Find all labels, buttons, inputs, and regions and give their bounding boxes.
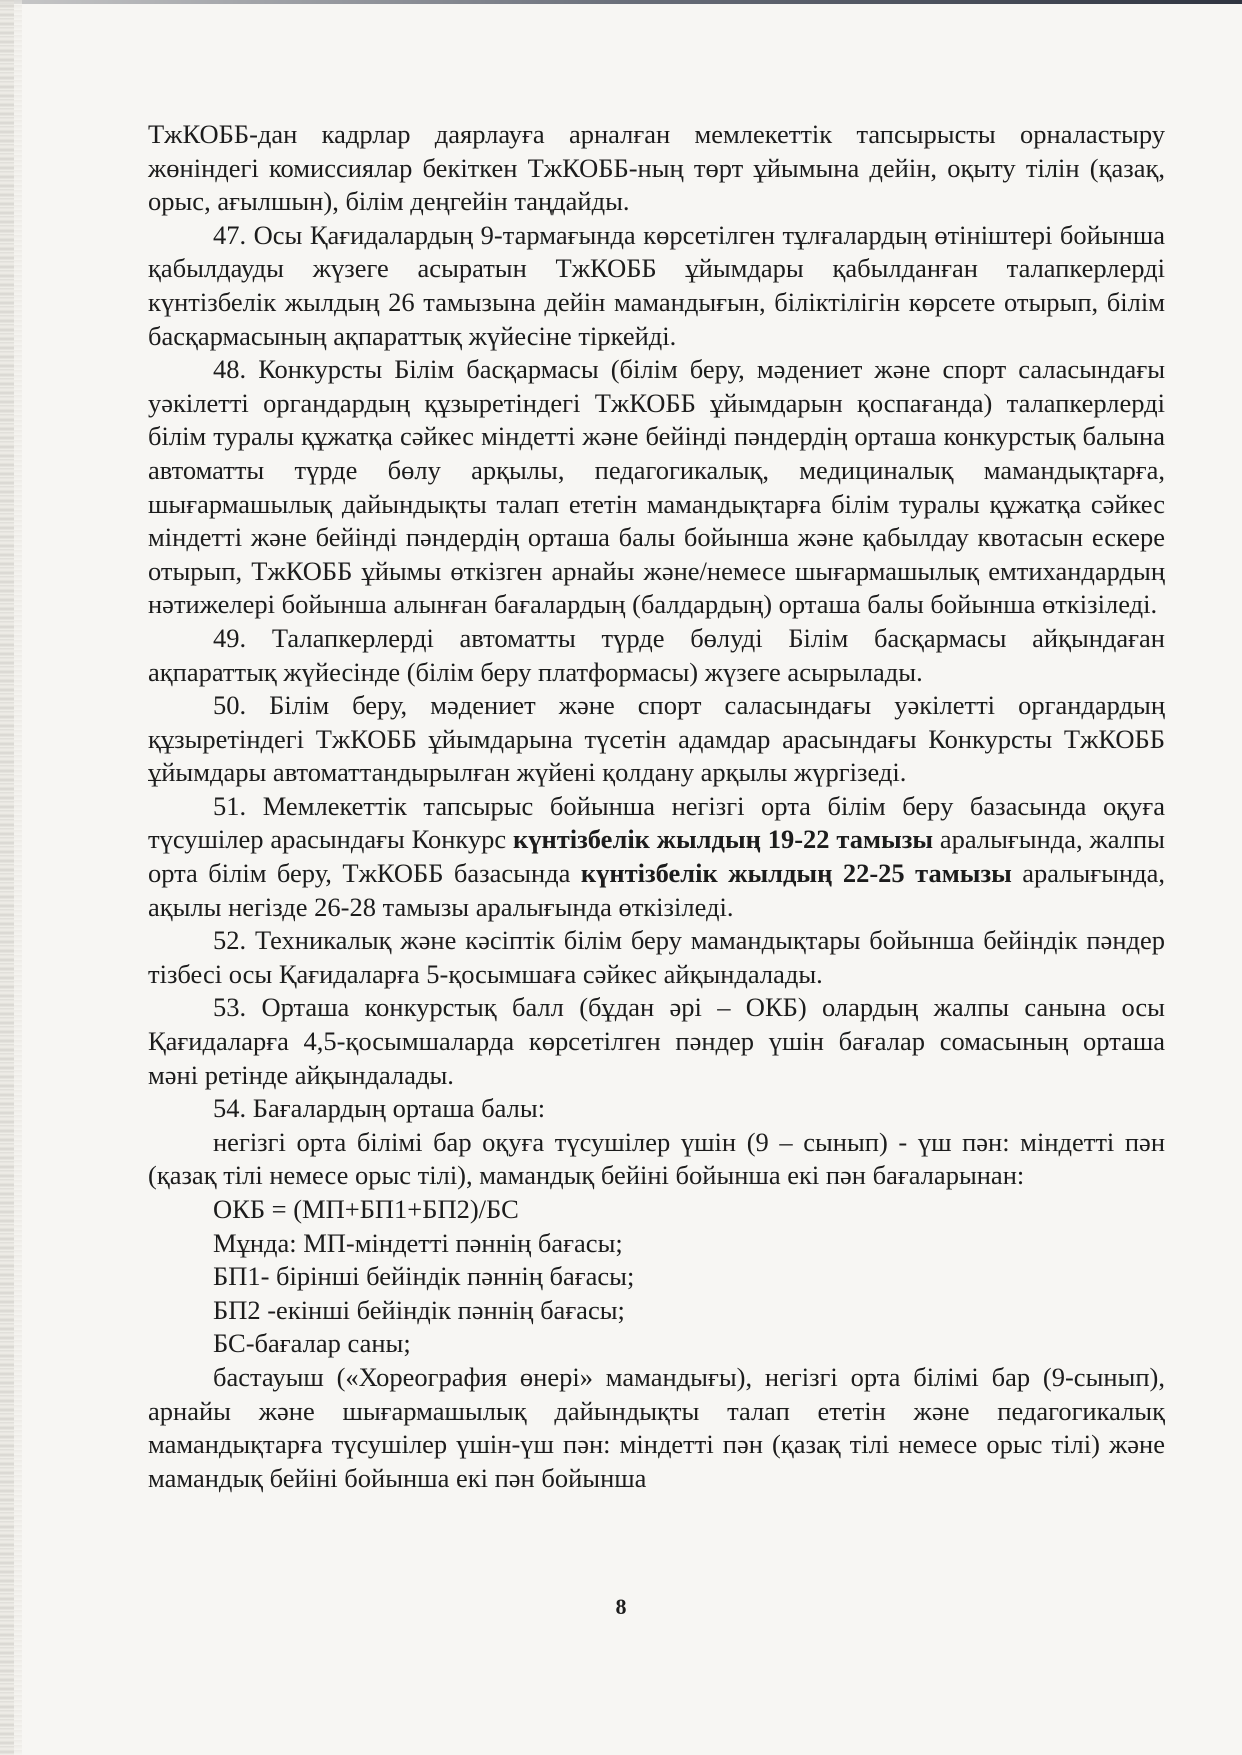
formula-legend-mp: Мұнда: МП-міндетті пәннің бағасы; (213, 1227, 623, 1258)
paragraph-51-text-b: аралығында, жалпы орта білім беру, ТжКОББ базасында (148, 824, 1165, 889)
formula-okb: ОКБ = (МП+БП1+БП2)/БС (213, 1194, 519, 1224)
paragraph-51-text-c: аралығында, ақылы негізде 26-28 тамызы аралығында өткізіледі. (148, 858, 1165, 922)
scan-left-shadow (14, 0, 22, 1755)
paragraph-48: 48. Конкурсты Білім басқармасы (білім беру, мәдениет және спорт саласындағы уәкілетті органдардың құзыретіндегі ТжКОББ ұйымдарын қоспағанда) талапкерлерді білім туралы құжатқа сәйкес міндетті және бейінді пәндердің орташа конкурстық балына автоматты түрде бөлу арқылы, педагогикалық, медициналық мамандықтарға, шығармашылық дайындықты талап ететін мамандықтарға білім туралы құжатқа сәйкес міндетті және бейінді пәндердің орташа балы бойынша және қабылдау квотасын ескере отырып, ТжКОББ ұйымы өткізген арнайы және/немесе шығармашылық емтихандардың нәтижелері бойынша алынған бағалардың (балдардың) орташа балы бойынша өткізіледі. (148, 354, 1165, 620)
paragraph-47: 47. Осы Қағидалардың 9-тармағында көрсетілген тұлғалардың өтініштері бойынша қабылдауды жүзеге асыратын ТжКОББ ұйымдары қабылданған талапкерлерді күнтізбелік жылдың 26 тамызына дейін мамандығын, біліктілігін көрсете отырып, білім басқармасының ақпараттық жүйесіне тіркейді. (148, 219, 1165, 351)
paragraph-52: 52. Техникалық және кәсіптік білім беру мамандықтары бойынша бейіндік пәндер тізбесі осы Қағидаларға 5-қосымшаға сәйкес айқындалады. (148, 925, 1165, 989)
paragraph-53: 53. Орташа конкурстық балл (бұдан әрі – ОКБ) олардың жалпы санына осы Қағидаларға 4,5-қосымшаларда көрсетілген пәндер үшін бағалар сомасының орташа мәні ретінде айқындалады. (148, 992, 1165, 1090)
paragraph-51-text-a: 51. Мемлекеттік тапсырыс бойынша негізгі орта білім беру базасында оқуға түсушілер арасындағы Конкурс (148, 790, 1165, 855)
document-page (148, 118, 1165, 1495)
formula-legend-bp1: БП1- бірінші бейіндік пәннің бағасы; (213, 1261, 635, 1292)
page-number: 8 (615, 1594, 627, 1619)
formula-legend-bp2: БП2 -екінші бейіндік пәннің бағасы; (213, 1294, 625, 1325)
paragraph-51-bold-a: күнтізбелік жылдың 19-22 тамызы (512, 824, 934, 855)
scan-left-edge (0, 0, 14, 1755)
paragraph-intro: ТжКОББ-дан кадрлар даярлауға арналған мемлекеттік тапсырысты орналастыру жөніндегі комиссиялар бекіткен ТжКОББ-ның төрт ұйымына дейін, оқыту тілін (қазақ, орыс, ағылшын), білім деңгейін таңдайды. (148, 119, 1165, 217)
paragraph-50: 50. Білім беру, мәдениет және спорт саласындағы уәкілетті органдардың құзыретіндегі ТжКОББ ұйымдарына түсетін адамдар арасындағы Конкурсты ТжКОББ ұйымдары автоматтандырылған жүйені қолдану арқылы жүргізеді. (148, 690, 1165, 788)
scan-top-edge (0, 0, 1242, 4)
paragraph-basic-secondary: негізгі орта білімі бар оқуға түсушілер үшін (9 – сынып) - үш пән: міндетті пән (қазақ тілі немесе орыс тілі), мамандық бейіні бойынша екі пән бағаларынан: (148, 1126, 1165, 1191)
paragraph-51-bold-b: күнтізбелік жылдың 22-25 тамызы (580, 858, 1012, 889)
paragraph-51 (148, 790, 1165, 924)
paragraph-54: 54. Бағалардың орташа балы: (213, 1093, 546, 1124)
paragraph-49: 49. Талапкерлерді автоматты түрде бөлуді Білім басқармасы айқындаған ақпараттық жүйесінде (білім беру платформасы) жүзеге асырылады. (148, 622, 1165, 687)
formula-legend-bs: БС-бағалар саны; (213, 1328, 411, 1359)
paragraph-primary-choreography: бастауыш («Хореография өнері» мамандығы), негізгі орта білімі бар (9-сынып), арнайы және шығармашылық дайындықты талап ететін және педагогикалық мамандықтарға түсушілер үшін-үш пән: міндетті пән (қазақ тілі немесе орыс тілі) және мамандық бейіні бойынша екі пән бойынша (148, 1361, 1165, 1493)
